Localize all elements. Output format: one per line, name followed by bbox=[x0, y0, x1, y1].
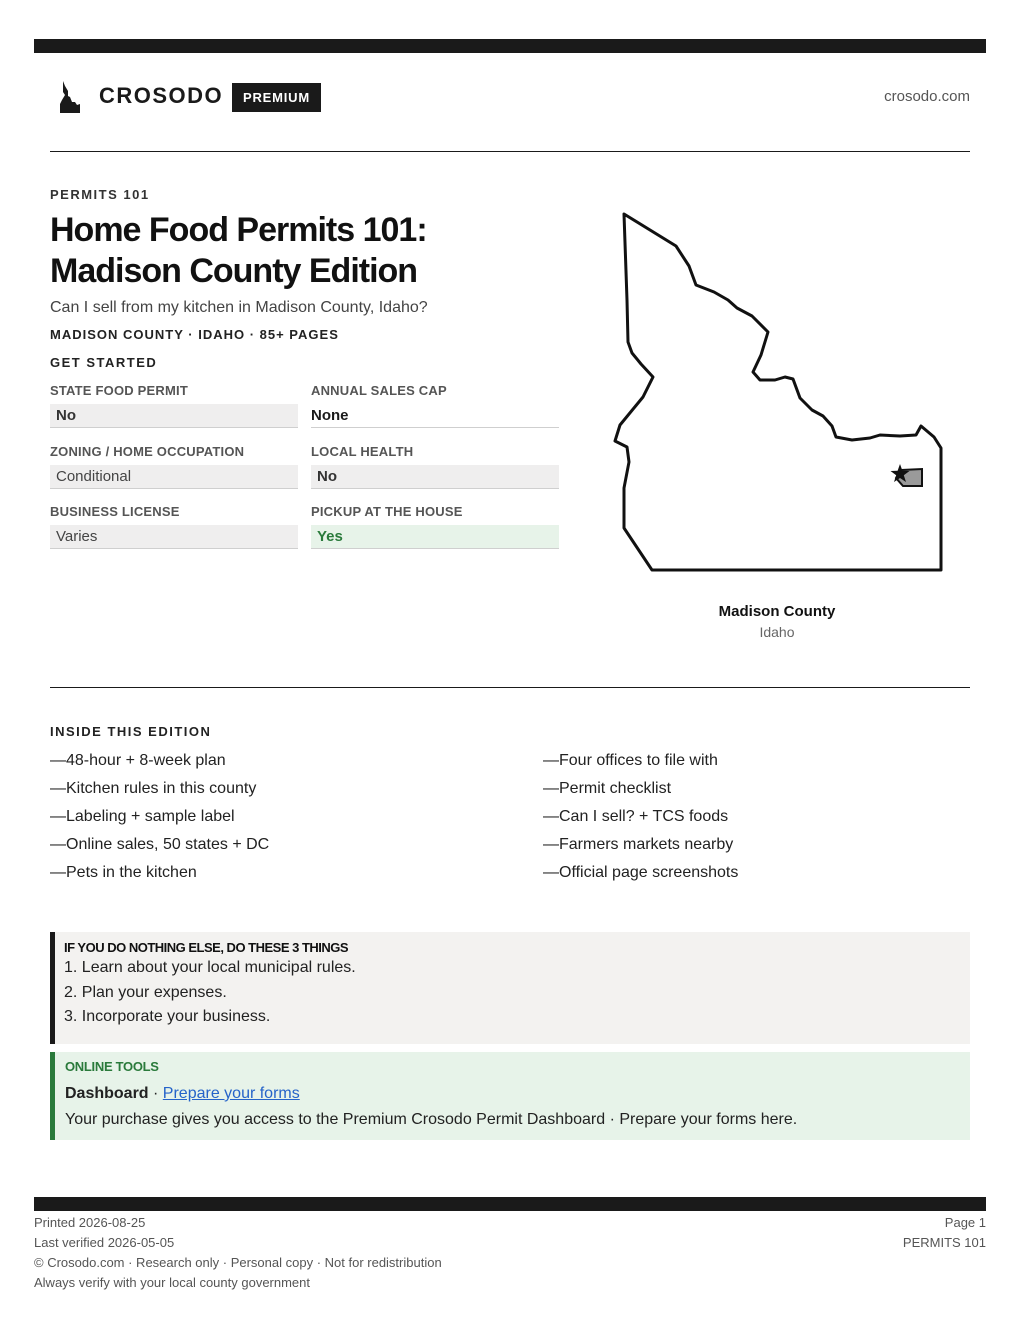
disclaimer: Always verify with your local county government bbox=[34, 1275, 311, 1290]
fact-local-health bbox=[311, 444, 559, 489]
fact-label: ANNUAL SALES CAP bbox=[311, 383, 447, 398]
verified-date: Last verified 2026-05-05 bbox=[34, 1235, 175, 1250]
prepare-forms-link[interactable]: Prepare your forms bbox=[162, 1085, 300, 1102]
brand-name: CROSODO bbox=[99, 83, 224, 108]
premium-badge: PREMIUM bbox=[232, 83, 321, 112]
title-line-2: Madison County Edition bbox=[50, 252, 418, 290]
fact-label: LOCAL HEALTH bbox=[311, 444, 414, 459]
title-line-1: Home Food Permits 101: bbox=[50, 211, 427, 249]
fact-value: None bbox=[311, 404, 559, 428]
fact-value: Yes bbox=[311, 525, 559, 549]
map-state-label: Idaho bbox=[759, 624, 795, 640]
fact-business-license bbox=[50, 504, 298, 549]
fact-annual-sales-cap bbox=[311, 383, 559, 428]
fact-state-food-permit bbox=[50, 383, 298, 428]
online-tools-panel bbox=[50, 1052, 970, 1140]
toc-item: —Kitchen rules in this county bbox=[50, 780, 257, 797]
callout-item: 1. Learn about your local municipal rules. bbox=[64, 959, 356, 976]
fact-pickup-at-house bbox=[311, 504, 559, 549]
dashboard-label: Dashboard bbox=[65, 1085, 149, 1102]
fact-label: STATE FOOD PERMIT bbox=[50, 383, 188, 398]
footer-left bbox=[34, 1213, 442, 1293]
top-bar bbox=[34, 39, 986, 53]
copyright: © Crosodo.com · Research only · Personal copy · Not for redistribution bbox=[34, 1255, 442, 1270]
header bbox=[50, 78, 970, 118]
toc-item: —Labeling + sample label bbox=[50, 808, 235, 825]
fact-value: No bbox=[50, 404, 298, 428]
idaho-outline bbox=[615, 214, 941, 570]
idaho-logo-icon bbox=[59, 80, 81, 114]
toc-item: —Online sales, 50 states + DC bbox=[50, 836, 270, 853]
toc-item: —Permit checklist bbox=[543, 780, 672, 797]
header-divider bbox=[50, 151, 970, 152]
callout-item: 3. Incorporate your business. bbox=[64, 1008, 271, 1025]
toc-right-column bbox=[543, 748, 983, 888]
section-eyebrow: PERMITS 101 bbox=[50, 187, 150, 202]
fact-value: Varies bbox=[50, 525, 298, 549]
fact-value: Conditional bbox=[50, 465, 298, 489]
site-url[interactable]: crosodo.com bbox=[884, 88, 970, 105]
page-number: Page 1 bbox=[944, 1215, 986, 1230]
callout-item: 2. Plan your expenses. bbox=[64, 983, 227, 1001]
footer-right bbox=[903, 1213, 986, 1253]
get-started-heading: GET STARTED bbox=[50, 355, 158, 370]
top-three-callout bbox=[50, 932, 970, 1044]
printed-date: Printed 2026-08-25 bbox=[34, 1215, 146, 1230]
fact-zoning bbox=[50, 444, 298, 489]
footer-section: PERMITS 101 bbox=[902, 1235, 986, 1250]
fact-value: No bbox=[311, 465, 559, 489]
bottom-bar bbox=[34, 1197, 986, 1211]
tools-separator: · bbox=[148, 1085, 163, 1102]
tools-link-line bbox=[65, 1085, 970, 1107]
callout-title: IF YOU DO NOTHING ELSE, DO THESE 3 THINGS bbox=[64, 940, 349, 955]
toc-item: —Four offices to file with bbox=[543, 752, 718, 769]
toc-item: —48-hour + 8-week plan bbox=[50, 752, 226, 769]
toc-item: —Pets in the kitchen bbox=[50, 864, 197, 881]
toc-item: —Can I sell? + TCS foods bbox=[543, 808, 729, 825]
section-divider bbox=[50, 687, 970, 688]
page-title bbox=[50, 210, 570, 292]
toc-item: —Official page screenshots bbox=[543, 864, 739, 881]
fact-label: ZONING / HOME OCCUPATION bbox=[50, 444, 245, 459]
inside-edition-heading: INSIDE THIS EDITION bbox=[50, 724, 212, 739]
tools-description: Your purchase gives you access to the Premium Crosodo Permit Dashboard · Prepare your forms here. bbox=[65, 1111, 798, 1128]
page-subtitle: Can I sell from my kitchen in Madison County, Idaho? bbox=[50, 299, 428, 316]
idaho-map bbox=[608, 208, 948, 578]
map-county-label: Madison County bbox=[718, 603, 836, 620]
fact-label: PICKUP AT THE HOUSE bbox=[311, 504, 463, 519]
toc-left-column bbox=[50, 748, 490, 888]
fact-label: BUSINESS LICENSE bbox=[50, 504, 180, 519]
toc-item: —Farmers markets nearby bbox=[543, 836, 734, 853]
edition-meta: MADISON COUNTY · IDAHO · 85+ PAGES bbox=[50, 327, 339, 342]
tools-title: ONLINE TOOLS bbox=[65, 1059, 159, 1074]
